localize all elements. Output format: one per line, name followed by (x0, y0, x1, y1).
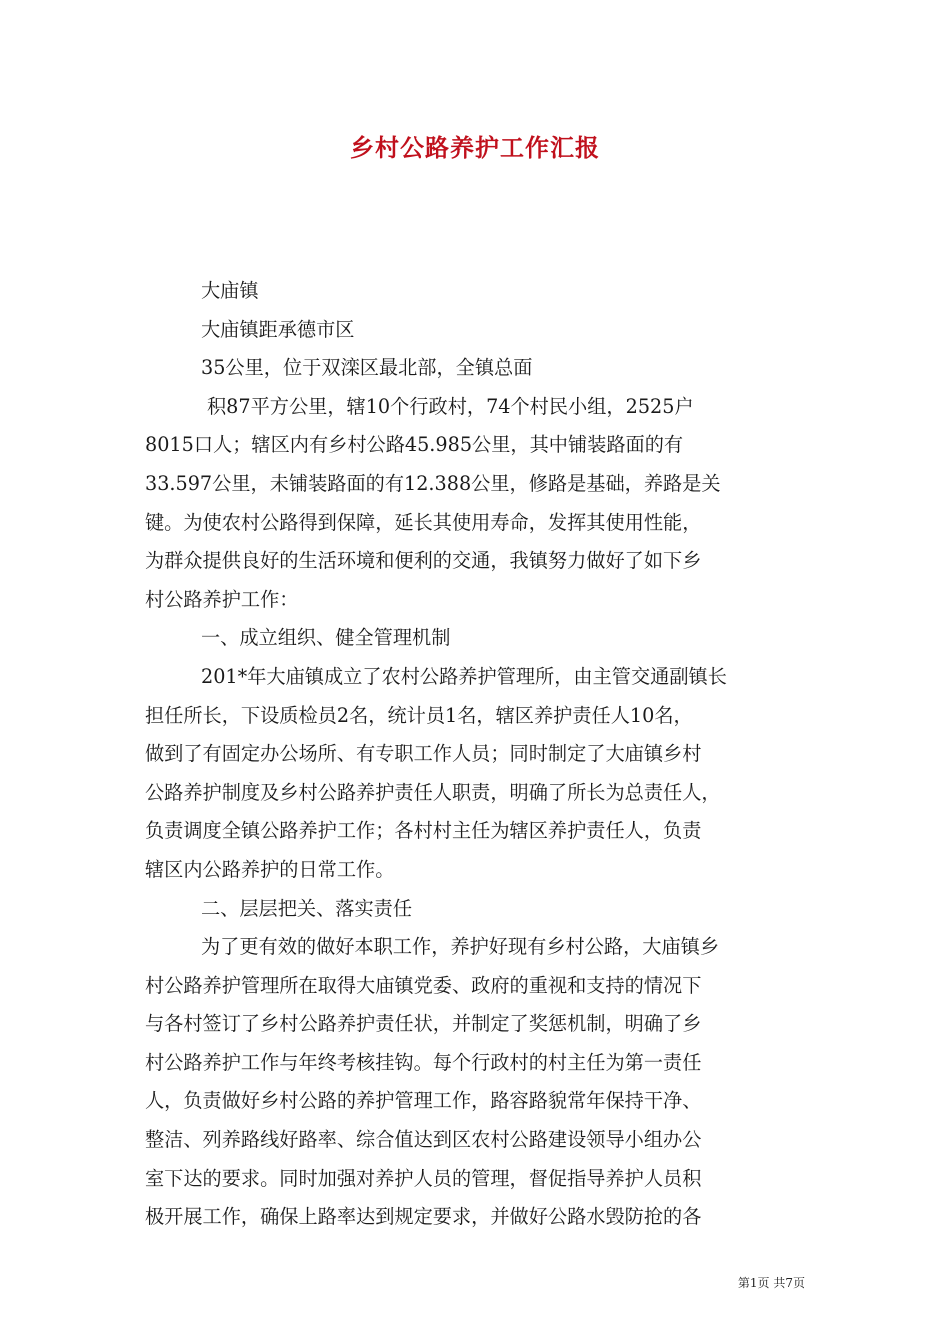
text-line: 大庙镇距承德市区 (201, 317, 355, 341)
text-line: 201*年大庙镇成立了农村公路养护管理所，由主管交通副镇长 (201, 664, 727, 688)
text-line: 33.597公里，未铺装路面的有12.388公里，修路是基础，养路是关 (145, 471, 721, 495)
text-line: 村公路养护工作： (145, 587, 299, 611)
text-line: 辖区内公路养护的日常工作。 (145, 857, 395, 881)
document-body (145, 272, 805, 1237)
text-line: 35公里，位于双滦区最北部，全镇总面 (201, 356, 533, 380)
text-line: 担任所长，下设质检员2名，统计员1名，辖区养护责任人10名， (145, 703, 693, 727)
text-line: 二、层层把关、落实责任 (201, 896, 413, 920)
text-line: 整洁、列养路线好路率、综合值达到区农村公路建设领导小组办公 (145, 1128, 702, 1152)
text-line: 8015口人；辖区内有乡村公路45.985公里，其中铺装路面的有 (145, 433, 684, 457)
text-line: 一、成立组织、健全管理机制 (201, 626, 451, 650)
page-number: 第1页 共7页 (737, 1276, 805, 1290)
text-line: 村公路养护工作与年终考核挂钩。每个行政村的村主任为第一责任 (145, 1050, 702, 1074)
text-line: 为了更有效的做好本职工作，养护好现有乡村公路，大庙镇乡 (201, 935, 720, 959)
text-line: 积87平方公里，辖10个行政村，74个村民小组，2525户 (207, 394, 694, 418)
text-line: 村公路养护管理所在取得大庙镇党委、政府的重视和支持的情况下 (145, 973, 702, 997)
page-title: 乡村公路养护工作汇报 (350, 133, 600, 162)
text-line: 为群众提供良好的生活环境和便利的交通，我镇努力做好了如下乡 (145, 549, 702, 573)
text-line: 人，负责做好乡村公路的养护管理工作，路容路貌常年保持干净、 (145, 1089, 702, 1113)
text-line: 与各村签订了乡村公路养护责任状，并制定了奖惩机制，明确了乡 (145, 1012, 702, 1036)
text-line: 极开展工作，确保上路率达到规定要求，并做好公路水毁防抢的各 (145, 1205, 702, 1229)
text-line: 负责调度全镇公路养护工作；各村村主任为辖区养护责任人，负责 (145, 819, 702, 843)
text-line: 大庙镇 (201, 279, 259, 302)
text-line: 室下达的要求。同时加强对养护人员的管理，督促指导养护人员积 (145, 1166, 702, 1190)
text-line: 公路养护制度及乡村公路养护责任人职责，明确了所长为总责任人， (145, 780, 721, 804)
text-line: 做到了有固定办公场所、有专职工作人员；同时制定了大庙镇乡村 (145, 742, 702, 766)
text-line: 键。为使农村公路得到保障，延长其使用寿命，发挥其使用性能， (145, 510, 702, 534)
